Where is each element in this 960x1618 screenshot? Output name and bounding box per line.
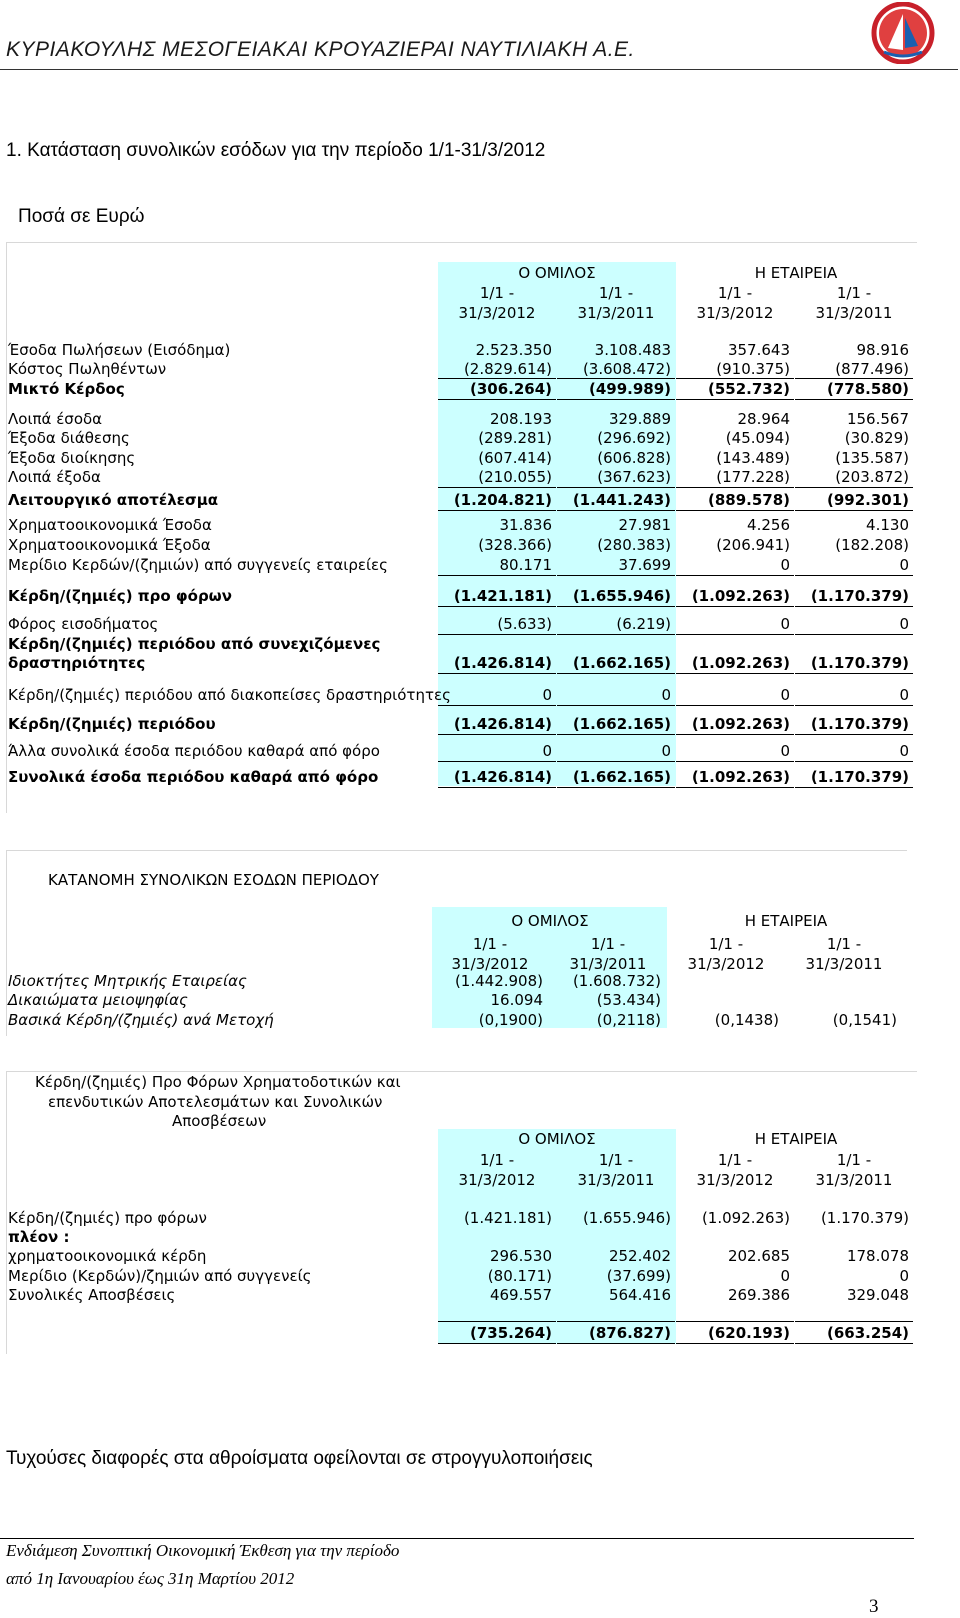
underline xyxy=(795,673,913,674)
underline xyxy=(557,606,675,607)
underline xyxy=(795,787,913,788)
total-overline xyxy=(795,1321,913,1322)
row-label: Κέρδη/(ζημιές) περιόδου xyxy=(8,715,216,733)
row-label: Έσοδα Πωλήσεων (Εισόδημα) xyxy=(8,341,231,359)
underline xyxy=(438,378,556,379)
row-label: Κέρδη/(ζημιές) προ φόρων xyxy=(8,587,232,605)
col-header-g2012-t2: 1/1 - 31/3/2012 xyxy=(451,935,529,973)
cell-value: (6.219) xyxy=(616,615,671,633)
underline xyxy=(795,761,913,762)
underline xyxy=(438,734,556,735)
cell-value: (0,2118) xyxy=(596,1011,661,1029)
ebitda-title-3: Αποσβέσεων xyxy=(172,1112,267,1130)
cell-value: (1.170.379) xyxy=(810,654,909,672)
total-value: (620.193) xyxy=(707,1324,790,1342)
ebitda-title-2: επενδυτικών Αποτελεσμάτων και Συνολικών xyxy=(48,1093,383,1111)
cell-value: (296.692) xyxy=(597,429,671,447)
underline xyxy=(676,606,794,607)
cell-value: 0 xyxy=(899,615,909,633)
total-overline xyxy=(557,1321,675,1322)
cell-value: 0 xyxy=(899,686,909,704)
cell-value: 252.402 xyxy=(608,1247,671,1265)
group-header-2: Ο ΟΜΙΛΟΣ xyxy=(511,912,589,930)
cell-value: (1.662.165) xyxy=(572,768,671,786)
underline xyxy=(676,575,794,576)
cell-value: (53.434) xyxy=(596,991,661,1009)
allocation-title: ΚΑΤΑΝΟΜΗ ΣΥΝΟΛΙΚΩΝ ΕΣΟΔΩΝ ΠΕΡΙΟΔΟΥ xyxy=(48,871,379,889)
cell-value: 0 xyxy=(661,686,671,704)
underline xyxy=(438,705,556,706)
underline xyxy=(438,399,556,400)
row-label: Λοιπά έξοδα xyxy=(8,468,101,486)
cell-value: 202.685 xyxy=(727,1247,790,1265)
underline xyxy=(438,673,556,674)
cell-value: 3.108.483 xyxy=(594,341,671,359)
underline xyxy=(557,378,675,379)
row-label: Λειτουργικό αποτέλεσμα xyxy=(8,491,219,509)
row-label: Έξοδα διάθεσης xyxy=(8,429,130,447)
company-logo xyxy=(866,2,940,64)
cell-value: (328.366) xyxy=(478,536,552,554)
cell-value: 80.171 xyxy=(499,556,552,574)
underline xyxy=(676,378,794,379)
underline xyxy=(676,399,794,400)
underline xyxy=(676,510,794,511)
cell-value: (778.580) xyxy=(826,380,909,398)
col-header-g2011-t2: 1/1 - 31/3/2011 xyxy=(569,935,647,973)
cell-value: (606.828) xyxy=(597,449,671,467)
underline xyxy=(557,705,675,706)
cell-value: (877.496) xyxy=(835,360,909,378)
cell-value: (3.608.472) xyxy=(582,360,671,378)
col-header-g2012: 1/1 - 31/3/2012 xyxy=(458,284,536,322)
underline xyxy=(438,487,556,488)
cell-value: 0 xyxy=(780,615,790,633)
amounts-label: Ποσά σε Ευρώ xyxy=(18,206,145,227)
cell-value: (1.655.946) xyxy=(572,587,671,605)
cell-value: 0 xyxy=(780,1267,790,1285)
row-label: Χρηματοοικονομικά Έσοδα xyxy=(8,516,212,534)
row-label: Κέρδη/(ζημιές) περιόδου από διακοπείσες δραστηριότητες xyxy=(8,686,451,704)
underline xyxy=(676,705,794,706)
cell-value: 27.981 xyxy=(618,516,671,534)
cell-value: (0,1438) xyxy=(714,1011,779,1029)
underline xyxy=(557,673,675,674)
underline xyxy=(557,761,675,762)
cell-value: (80.171) xyxy=(487,1267,552,1285)
company-header-3: Η ΕΤΑΙΡΕΙΑ xyxy=(754,1130,838,1148)
cell-value: 4.256 xyxy=(747,516,790,534)
underline xyxy=(557,487,675,488)
underline xyxy=(438,634,556,635)
cell-value: (1.170.379) xyxy=(820,1209,909,1227)
col-header-c2011-t2: 1/1 - 31/3/2011 xyxy=(805,935,883,973)
row-label: Κέρδη/(ζημιές) προ φόρων xyxy=(8,1209,207,1227)
cell-value: 2.523.350 xyxy=(475,341,552,359)
underline xyxy=(795,378,913,379)
cell-value: (607.414) xyxy=(478,449,552,467)
total-overline xyxy=(676,1321,794,1322)
underline xyxy=(795,705,913,706)
col-header-c2011-t3: 1/1 - 31/3/2011 xyxy=(815,1151,893,1189)
cell-value: 0 xyxy=(780,742,790,760)
cell-value: 178.078 xyxy=(846,1247,909,1265)
col-header-g2011: 1/1 - 31/3/2011 xyxy=(577,284,655,322)
underline xyxy=(795,734,913,735)
cell-value: (45.094) xyxy=(725,429,790,447)
cell-value: 0 xyxy=(899,556,909,574)
row-label: Συνολικά έσοδα περιόδου καθαρά από φόρο xyxy=(8,768,379,786)
underline xyxy=(795,510,913,511)
underline xyxy=(557,734,675,735)
cell-value: (1.426.814) xyxy=(453,654,552,672)
cell-value: (1.662.165) xyxy=(572,715,671,733)
row-label: χρηματοοικονομικά κέρδη xyxy=(8,1247,207,1265)
company-header: Η ΕΤΑΙΡΕΙΑ xyxy=(754,264,838,282)
underline xyxy=(557,399,675,400)
row-label: Συνολικές Αποσβέσεις xyxy=(8,1286,176,1304)
cell-value: 0 xyxy=(542,686,552,704)
cell-value: (1.092.263) xyxy=(701,1209,790,1227)
cell-value: (1.426.814) xyxy=(453,768,552,786)
underline xyxy=(676,761,794,762)
cell-value: (1.170.379) xyxy=(810,715,909,733)
cell-value: (1.608.732) xyxy=(572,972,661,990)
col-header-c2011: 1/1 - 31/3/2011 xyxy=(815,284,893,322)
company-title: ΚΥΡΙΑΚΟΥΛΗΣ ΜΕΣΟΓΕΙΑΚΑΙ ΚΡΟΥΑΖΙΕΡΑΙ ΝΑΥΤΙΛΙΑΚΗ Α.Ε. xyxy=(6,38,635,61)
underline xyxy=(438,606,556,607)
underline xyxy=(795,606,913,607)
cell-value: 156.567 xyxy=(846,410,909,428)
cell-value: (5.633) xyxy=(497,615,552,633)
underline xyxy=(557,787,675,788)
total-value: (663.254) xyxy=(826,1324,909,1342)
cell-value: 0 xyxy=(899,742,909,760)
cell-value: 208.193 xyxy=(489,410,552,428)
cell-value: (306.264) xyxy=(469,380,552,398)
cell-value: (552.732) xyxy=(707,380,790,398)
row-label: Λοιπά έσοδα xyxy=(8,410,103,428)
underline xyxy=(557,510,675,511)
cell-value: 16.094 xyxy=(490,991,543,1009)
cell-value: (910.375) xyxy=(716,360,790,378)
cell-value: 329.889 xyxy=(608,410,671,428)
row-label: Βασικά Κέρδη/(ζημιές) ανά Μετοχή xyxy=(8,1011,274,1029)
cell-value: 269.386 xyxy=(727,1286,790,1304)
section-title: 1. Κατάσταση συνολικών εσόδων για την περίοδο 1/1-31/3/2012 xyxy=(6,140,546,161)
cell-value: (30.829) xyxy=(844,429,909,447)
underline xyxy=(795,575,913,576)
page-number: 3 xyxy=(869,1596,879,1617)
underline xyxy=(438,575,556,576)
row-label: Μερίδιο Κερδών/(ζημιών) από συγγενείς εταιρείες xyxy=(8,556,388,574)
cell-value: (135.587) xyxy=(835,449,909,467)
underline xyxy=(795,487,913,488)
cell-value: (206.941) xyxy=(716,536,790,554)
cell-value: (1.442.908) xyxy=(454,972,543,990)
cell-value: 357.643 xyxy=(727,341,790,359)
cell-value: 37.699 xyxy=(618,556,671,574)
row-label: Φόρος εισοδήματος xyxy=(8,615,159,633)
footer-line-1: Ενδιάμεση Συνοπτική Οικονομική Έκθεση για την περίοδο xyxy=(6,1541,400,1560)
row-label: Κέρδη/(ζημιές) περιόδου από συνεχιζόμενες xyxy=(8,635,381,653)
cell-value: 469.557 xyxy=(489,1286,552,1304)
underline xyxy=(557,575,675,576)
row-label-cont: δραστηριότητες xyxy=(8,654,146,672)
header-divider xyxy=(0,69,958,70)
cell-value: (1.441.243) xyxy=(572,491,671,509)
cell-value: (367.623) xyxy=(597,468,671,486)
cell-value: (1.662.165) xyxy=(572,654,671,672)
underline xyxy=(438,787,556,788)
underline xyxy=(438,510,556,511)
ebitda-title-1: Κέρδη/(ζημιές) Προ Φόρων Χρηματοδοτικών και xyxy=(35,1073,401,1091)
row-label: Ιδιοκτήτες Μητρικής Εταιρείας xyxy=(8,972,247,990)
underline xyxy=(795,399,913,400)
cell-value: (1.092.263) xyxy=(691,768,790,786)
underline xyxy=(795,634,913,635)
underline xyxy=(557,634,675,635)
underline xyxy=(438,761,556,762)
cell-value: 98.916 xyxy=(856,341,909,359)
underline xyxy=(676,634,794,635)
col-header-g2012-t3: 1/1 - 31/3/2012 xyxy=(458,1151,536,1189)
total-overline xyxy=(438,1321,556,1322)
row-label: Μερίδιο (Κερδών)/ζημιών από συγγενείς xyxy=(8,1267,312,1285)
total-underline xyxy=(557,1343,675,1344)
cell-value: 329.048 xyxy=(846,1286,909,1304)
cell-value: 31.836 xyxy=(499,516,552,534)
cell-value: 564.416 xyxy=(608,1286,671,1304)
cell-value: (889.578) xyxy=(707,491,790,509)
cell-value: (1.204.821) xyxy=(453,491,552,509)
cell-value: (289.281) xyxy=(478,429,552,447)
underline xyxy=(676,673,794,674)
cell-value: (0,1900) xyxy=(478,1011,543,1029)
cell-value: (1.655.946) xyxy=(582,1209,671,1227)
cell-value: 296.530 xyxy=(489,1247,552,1265)
col-header-g2011-t3: 1/1 - 31/3/2011 xyxy=(577,1151,655,1189)
total-underline xyxy=(676,1343,794,1344)
cell-value: (2.829.614) xyxy=(463,360,552,378)
row-label: Μικτό Κέρδος xyxy=(8,380,125,398)
cell-value: 0 xyxy=(780,556,790,574)
cell-value: (143.489) xyxy=(716,449,790,467)
underline xyxy=(676,787,794,788)
cell-value: (992.301) xyxy=(826,491,909,509)
footer-divider xyxy=(0,1538,914,1539)
cell-value: (1.421.181) xyxy=(463,1209,552,1227)
cell-value: 0 xyxy=(661,742,671,760)
cell-value: (1.421.181) xyxy=(453,587,552,605)
cell-value: (203.872) xyxy=(835,468,909,486)
cell-value: 28.964 xyxy=(737,410,790,428)
rounding-note: Τυχούσες διαφορές στα αθροίσματα οφείλονται σε στρογγυλοποιήσεις xyxy=(6,1448,593,1469)
cell-value: (1.092.263) xyxy=(691,715,790,733)
underline xyxy=(676,734,794,735)
cell-value: (1.092.263) xyxy=(691,587,790,605)
company-header-2: Η ΕΤΑΙΡΕΙΑ xyxy=(744,912,828,930)
cell-value: 0 xyxy=(780,686,790,704)
cell-value: 0 xyxy=(542,742,552,760)
cell-value: (0,1541) xyxy=(832,1011,897,1029)
cell-value: (1.426.814) xyxy=(453,715,552,733)
row-label: Έξοδα διοίκησης xyxy=(8,449,136,467)
row-label: Κόστος Πωληθέντων xyxy=(8,360,167,378)
cell-value: (280.383) xyxy=(597,536,671,554)
underline xyxy=(676,487,794,488)
col-header-c2012-t3: 1/1 - 31/3/2012 xyxy=(696,1151,774,1189)
total-value: (735.264) xyxy=(469,1324,552,1342)
col-header-c2012-t2: 1/1 - 31/3/2012 xyxy=(687,935,765,973)
row-label: Άλλα συνολικά έσοδα περιόδου καθαρά από φόρο xyxy=(8,742,380,760)
cell-value: (210.055) xyxy=(478,468,552,486)
row-label: Δικαιώματα μειοψηφίας xyxy=(8,991,188,1009)
row-label: πλέον : xyxy=(8,1228,70,1246)
group-header: Ο ΟΜΙΛΟΣ xyxy=(518,264,596,282)
cell-value: 0 xyxy=(899,1267,909,1285)
cell-value: (1.092.263) xyxy=(691,654,790,672)
col-header-c2012: 1/1 - 31/3/2012 xyxy=(696,284,774,322)
cell-value: (499.989) xyxy=(588,380,671,398)
footer-line-2: από 1η Ιανουαρίου έως 31η Μαρτίου 2012 xyxy=(6,1569,295,1588)
cell-value: (182.208) xyxy=(835,536,909,554)
cell-value: (177.228) xyxy=(716,468,790,486)
cell-value: (1.170.379) xyxy=(810,768,909,786)
total-underline xyxy=(438,1343,556,1344)
row-label: Χρηματοοικονομικά Έξοδα xyxy=(8,536,211,554)
total-underline xyxy=(795,1343,913,1344)
group-header-3: Ο ΟΜΙΛΟΣ xyxy=(518,1130,596,1148)
cell-value: (1.170.379) xyxy=(810,587,909,605)
cell-value: (37.699) xyxy=(606,1267,671,1285)
total-value: (876.827) xyxy=(588,1324,671,1342)
cell-value: 4.130 xyxy=(866,516,909,534)
